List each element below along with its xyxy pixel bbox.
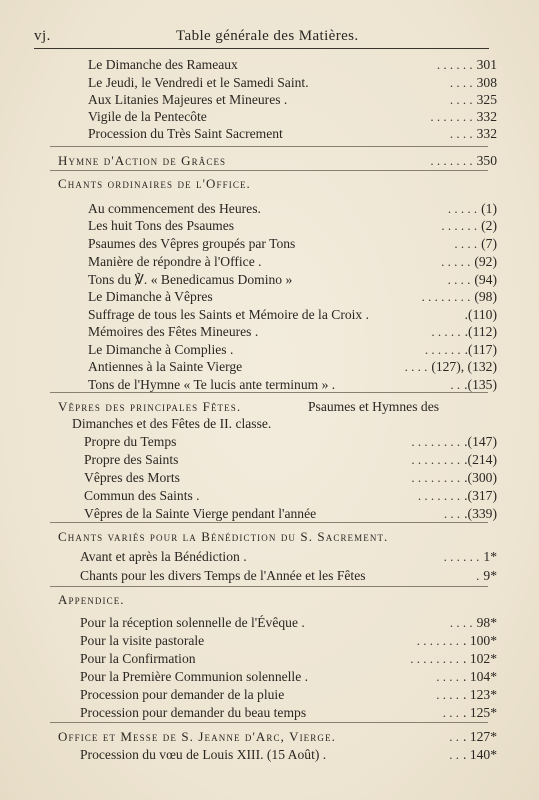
toc-page-number: 1* [483,549,497,564]
toc-leader-dots: . . [449,747,460,762]
toc-page-number: .(339) [464,506,497,521]
toc-leader-dots: . . . . . . . . [411,452,461,467]
toc-label: Pour la réception solennelle de l'Évêque . [80,615,305,630]
toc-leader-dots: . . . . . . . [430,153,473,168]
section-divider [50,170,488,171]
toc-page-number: (94) [474,272,497,287]
toc-entry [80,548,497,566]
toc-page-number: .(110) [464,307,497,322]
toc-label: Procession pour demander de la pluie [80,687,285,702]
toc-label: Le Dimanche à Complies . [88,342,234,357]
toc-heading [58,728,497,746]
toc-label: Le Jeudi, le Vendredi et le Samedi Saint. [88,75,309,90]
toc-leader-dots: . . . [443,506,461,521]
toc-label: Manière de répondre à l'Office . [88,254,262,269]
toc-entry [88,56,497,74]
toc-heading-tail: Psaumes et Hymnes des [308,399,440,414]
toc-label: Hymne d'Action de Grâces [58,153,227,168]
toc-leader-dots: . . . . . . [441,218,478,233]
toc-entry [88,288,497,306]
toc-leader-dots: . . . . [447,272,471,287]
toc-label: Vêpres de la Sainte Vierge pendant l'année [84,506,317,521]
toc-leader-dots: . . . . [449,126,473,141]
toc-leader-dots: . . . . [449,92,473,107]
toc-leader-dots: . . [450,377,461,392]
toc-label: Chants variés pour la Bénédiction du S. Sacrement. [58,529,389,544]
toc-leader-dots: . . . . . . [436,57,473,72]
toc-entry [80,746,497,764]
toc-label: Le Dimanche à Vêpres [88,289,213,304]
toc-label: Tons de l'Hymne « Te lucis ante terminum » . [88,377,336,392]
section-divider [50,722,488,723]
toc-heading [58,591,497,609]
toc-page-number: . 125* [463,705,497,720]
section-divider [50,146,488,147]
toc-entry [88,200,497,218]
toc-leader-dots: . . [449,729,460,744]
toc-page-number: .(214) [464,452,497,467]
toc-entry [80,650,497,668]
toc-entry [88,358,497,376]
toc-page-number: . 140* [463,747,497,762]
toc-label: Procession du Très Saint Sacrement [88,126,283,141]
toc-entry [84,469,497,487]
toc-label: Psaumes des Vêpres groupés par Tons [88,236,296,251]
toc-leader-dots: . . . . [449,615,473,630]
running-title: Table générale des Matières. [176,28,359,44]
toc-entry [88,91,497,109]
toc-entry [88,323,497,341]
toc-heading-continuation [72,415,497,433]
toc-page-number: 308 [476,75,497,90]
toc-page-number: 98* [476,615,497,630]
toc-entry [80,567,497,585]
toc-label: Le Dimanche des Rameaux [88,57,238,72]
toc-page-number: (1) [481,201,497,216]
toc-leader-dots: . . . . . . [443,549,480,564]
toc-page-number: 350 [476,153,497,168]
toc-label: Commun des Saints . [84,488,200,503]
toc-page-number: (2) [481,218,497,233]
toc-label: Au commencement des Heures. [88,201,261,216]
toc-entry [84,433,497,451]
toc-leader-dots: . . . . [436,669,460,684]
toc-page-number: .(147) [464,434,497,449]
toc-leader-dots: . [476,568,480,583]
toc-page-number: . 123* [463,687,497,702]
toc-label: Procession du vœu de Louis XIII. (15 Août) . [80,747,327,762]
toc-label: Antiennes à la Sainte Vierge [88,359,243,374]
toc-entry [80,704,497,722]
toc-entry [88,271,497,289]
toc-page-number: . 102* [463,651,497,666]
toc-label: Mémoires des Fêtes Mineures . [88,324,259,339]
toc-entry [88,74,497,92]
toc-label: Dimanches et des Fêtes de II. classe. [72,416,272,431]
toc-page-number: .(117) [464,342,497,357]
toc-leader-dots: . . . . [454,236,478,251]
toc-page-number: .(300) [464,470,497,485]
toc-entry [88,306,497,324]
toc-label: Aux Litanies Majeures et Mineures . [88,92,288,107]
toc-leader-dots: . . . [442,705,460,720]
toc-leader-dots: . . . . [449,75,473,90]
toc-page-number: 332 [476,126,497,141]
toc-page-number: . 104* [463,669,497,684]
toc-leader-dots: . . . . . . . . [421,289,471,304]
toc-leader-dots: . . . . . [447,201,478,216]
toc-heading [58,152,497,170]
toc-page-number: .(317) [464,488,497,503]
toc-leader-dots: . . . . [404,359,428,374]
toc-page-number: . 100* [463,633,497,648]
toc-entry [80,686,497,704]
toc-label: Pour la visite pastorale [80,633,205,648]
toc-leader-dots: . . . . . . [424,342,461,357]
toc-label: Avant et après la Bénédiction . [80,549,247,564]
toc-leader-dots: . . . . . [431,324,461,339]
toc-page-number: 325 [476,92,497,107]
toc-heading [58,528,497,546]
toc-page-number: (7) [481,236,497,251]
toc-label: Office et Messe de S. Jeanne d'Arc, Vierge. [58,729,336,744]
toc-entry [80,668,497,686]
toc-label: Vêpres des Morts [84,470,180,485]
toc-entry [88,217,497,235]
toc-page-number: (98) [474,289,497,304]
toc-leader-dots: . . . . . [441,254,471,269]
toc-entry [84,451,497,469]
toc-page-number: .(135) [464,377,497,392]
toc-heading [58,175,497,193]
section-divider [50,522,488,523]
toc-page-number: (92) [474,254,497,269]
toc-label: Vêpres des principales Fêtes. [58,399,242,414]
toc-page-number: 332 [476,109,497,124]
toc-leader-dots: . . . . . . . [416,633,460,648]
toc-leader-dots: . . . . . . . [430,109,473,124]
toc-label: Vigile de la Pentecôte [88,109,207,124]
toc-page-number: (127), (132) [431,359,497,374]
toc-label: Tons du ℣. « Benedicamus Domino » [88,272,293,287]
toc-label: Propre du Temps [84,434,177,449]
toc-page-number: .(112) [464,324,497,339]
toc-label: Pour la Première Communion solennelle . [80,669,309,684]
section-divider [50,392,488,393]
toc-page-number: 9* [483,568,497,583]
toc-entry [88,125,497,143]
toc-leader-dots: . . . . . . . . [410,651,460,666]
toc-entry [88,235,497,253]
toc-entry [80,614,497,632]
toc-entry [80,632,497,650]
toc-entry [88,108,497,126]
toc-label: Chants ordinaires de l'Office. [58,176,251,191]
toc-entry [88,341,497,359]
toc-label: Chants pour les divers Temps de l'Année et les Fêtes [80,568,366,583]
toc-page-number: . 127* [463,729,497,744]
toc-label: Procession pour demander du beau temps [80,705,307,720]
toc-leader-dots: . . . . . . . . [411,470,461,485]
toc-leader-dots: . . . . . . . [417,488,461,503]
section-divider [50,586,488,587]
toc-label: Pour la Confirmation [80,651,196,666]
toc-entry [88,253,497,271]
page-folio: vj. [34,28,51,44]
toc-entry [84,505,497,523]
toc-label: Suffrage de tous les Saints et Mémoire de la Croix . [88,307,370,322]
toc-label: Les huit Tons des Psaumes [88,218,235,233]
toc-label: Appendice. [58,592,125,607]
toc-leader-dots: . . . . . . . . [411,434,461,449]
toc-entry [84,487,497,505]
toc-heading [58,398,497,416]
toc-label: Propre des Saints [84,452,179,467]
toc-leader-dots: . . . . [436,687,460,702]
toc-page-number: 301 [476,57,497,72]
